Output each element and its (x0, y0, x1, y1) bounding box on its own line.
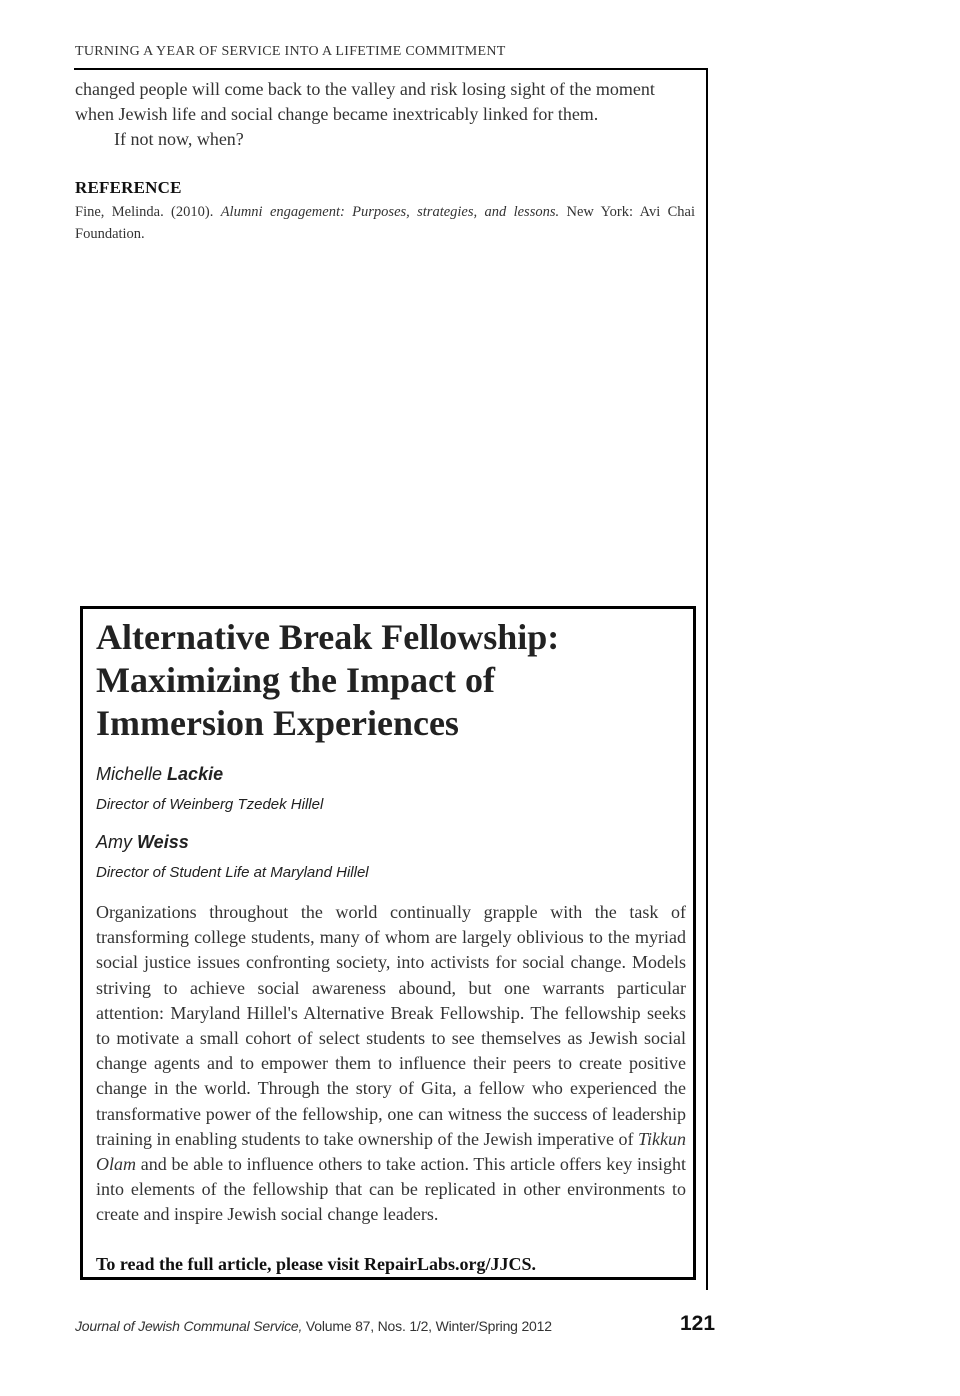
article-title-line: Maximizing the Impact of (96, 660, 495, 700)
body-paragraph-closing: If not now, when? (114, 129, 244, 149)
article-title-line: Alternative Break Fellowship: (96, 617, 560, 657)
running-header: TURNING A YEAR OF SERVICE INTO A LIFETIME COMMITMENT (75, 44, 506, 59)
reference-entry (75, 201, 695, 245)
full-article-link[interactable]: To read the full article, please visit RepairLabs.org/JJCS. (96, 1254, 536, 1274)
body-paragraph: changed people will come back to the valley and risk losing sight of the moment when Jewish life and social change became inextricably linked for them. (75, 79, 655, 124)
author-role: Director of Student Life at Maryland Hillel (96, 864, 369, 881)
author-name (96, 832, 189, 853)
author-last-name: Lackie (167, 764, 224, 784)
abstract-text-start: Organizations throughout the world continually grapple with the task of transforming college students, many of whom are largely oblivious to the myriad social justice issues confronting society, into activists for social change. Models striving to achieve social awareness abound, but one warrants particular attention: Maryland Hillel's Alternative Break Fellowship. The fellowship seeks to motivate a small cohort of select students to see themselves as Jewish social change agents and to empower them to influence their peers to create positive change in the world. Through the story of Gita, a fellow who experienced the transformative power of the fellowship, one can witness the success of leadership training in enabling students to take ownership of the Jewish imperative of (96, 902, 686, 1149)
reference-heading: REFERENCE (75, 178, 182, 197)
article-title (96, 616, 686, 745)
author-last-name: Weiss (137, 832, 189, 852)
author-role: Director of Weinberg Tzedek Hillel (96, 796, 324, 813)
reference-author: Fine, Melinda. (2010). (75, 204, 214, 220)
top-rule (74, 68, 708, 70)
journal-name: Journal of Jewish Communal Service, (75, 1318, 303, 1334)
reference-title: Alumni engagement: Purposes, strategies, and lessons. (220, 204, 560, 220)
author-first-name: Amy (96, 832, 132, 852)
right-rule (706, 68, 708, 1290)
author-name (96, 764, 223, 785)
footer-citation (75, 1318, 552, 1334)
journal-issue: Volume 87, Nos. 1/2, Winter/Spring 2012 (302, 1318, 552, 1334)
article-abstract (96, 900, 686, 1228)
author-first-name: Michelle (96, 764, 163, 784)
page-number: 121 (680, 1312, 716, 1335)
body-text (75, 77, 695, 152)
reference-publisher: New York: Avi Chai Foundation. (75, 204, 696, 242)
article-title-line: Immersion Experiences (96, 703, 459, 743)
abstract-italic-term: Tikkun Olam (96, 1128, 686, 1175)
abstract-text-end: and be able to influence others to take action. This article offers key insight into elements of the fellowship that can be replicated in other environments to create and inspire Jewish social change leaders. (96, 1154, 686, 1225)
